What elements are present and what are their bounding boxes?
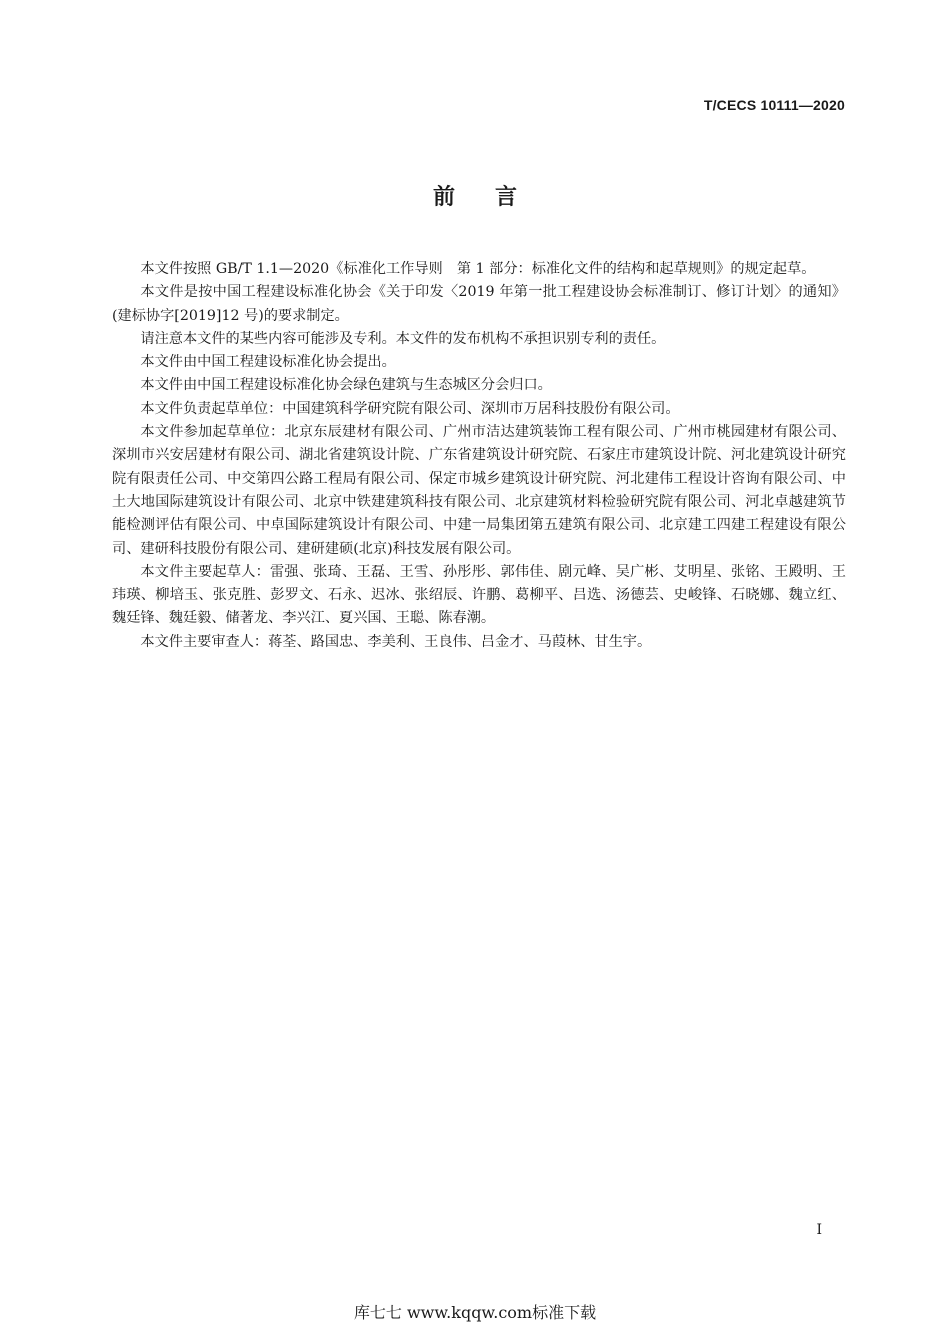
document-code: T/CECS 10111—2020	[703, 97, 845, 113]
paragraph-participating-units: 本文件参加起草单位：北京东辰建材有限公司、广州市洁达建筑装饰工程有限公司、广州市桃园建材有限公司、深圳市兴安居建材有限公司、湖北省建筑设计院、广东省建筑设计研究院、石家庄市建筑设计院、河北建筑设计研究院有限责任公司、中交第四公路工程局有限公司、保定市城乡建筑设计研究院、河北建伟工程设计咨询有限公司、中土大地国际建筑设计有限公司、北京中铁建建筑科技有限公司、北京建筑材料检验研究院有限公司、河北卓越建筑节能检测评估有限公司、中卓国际建筑设计有限公司、中建一局集团第五建筑有限公司、北京建工四建工程建设有限公司、建研科技股份有限公司、建研建硕(北京)科技发展有限公司。	[112, 424, 846, 557]
paragraph-patent-notice: 请注意本文件的某些内容可能涉及专利。本文件的发布机构不承担识别专利的责任。	[140, 330, 666, 347]
paragraph-reviewers: 本文件主要审查人：蒋荃、路国忠、李美利、王良伟、吕金才、马葭林、甘生宇。	[140, 633, 652, 650]
paragraph-basis: 本文件是按中国工程建设标准化协会《关于印发〈2019 年第一批工程建设协会标准制订、修订计划〉的通知》(建标协字[2019]12 号)的要求制定。	[112, 284, 846, 324]
watermark-text: 库七七 www.kqqw.com标准下载	[353, 1303, 597, 1322]
paragraph-lead-drafters: 本文件负责起草单位：中国建筑科学研究院有限公司、深圳市万居科技股份有限公司。	[140, 400, 680, 417]
paragraph-main-drafters: 本文件主要起草人：雷强、张琦、王磊、王雪、孙彤彤、郭伟佳、剧元峰、吴广彬、艾明星、张铭、王殿明、王玮瑛、柳培玉、张克胜、彭罗文、石永、迟冰、张绍辰、许鹏、葛柳平、吕选、汤德芸、史峻锋、石晓娜、魏立红、魏廷锋、魏廷毅、储著龙、李兴江、夏兴国、王聪、陈春潮。	[112, 563, 846, 627]
preface-body	[112, 258, 846, 654]
paragraph-proposer: 本文件由中国工程建设标准化协会提出。	[140, 354, 396, 371]
page-title: 前言	[432, 185, 557, 210]
paragraph-administrator: 本文件由中国工程建设标准化协会绿色建筑与生态城区分会归口。	[140, 377, 552, 394]
paragraph-drafting-rules: 本文件按照 GB/T 1.1—2020《标准化工作导则 第 1 部分：标准化文件的结构和起草规则》的规定起草。	[140, 261, 816, 277]
page-number: I	[816, 1222, 822, 1238]
